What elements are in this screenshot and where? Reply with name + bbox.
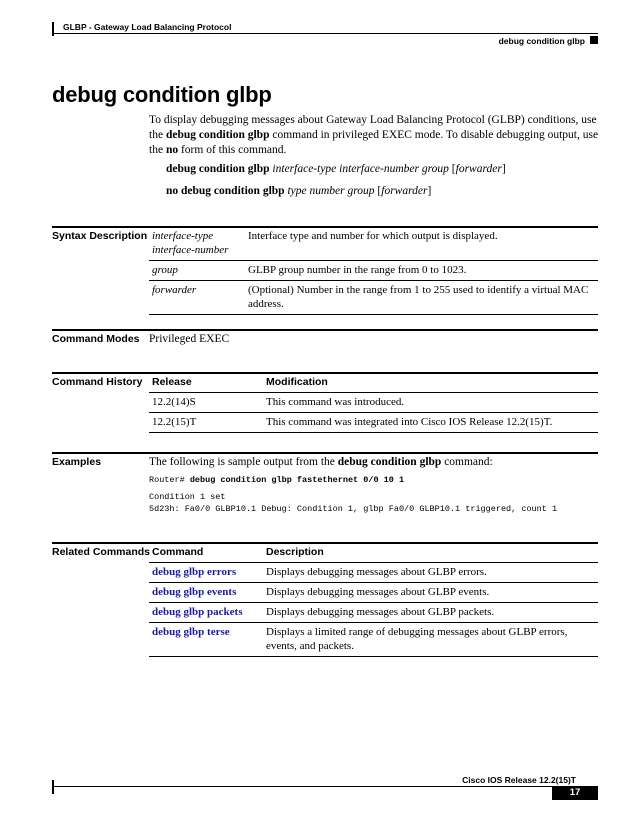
arg-description: Interface type and number for which output is displayed. <box>248 230 498 242</box>
syntax-optional: forwarder <box>455 163 502 175</box>
column-header-modification: Modification <box>266 376 328 388</box>
release-cell: 12.2(15)T <box>149 413 263 433</box>
command-modes-value: Privileged EXEC <box>149 333 230 345</box>
intro-text: form of this command. <box>178 144 287 156</box>
intro-no-keyword: no <box>165 144 179 156</box>
arg-description: GLBP group number in the range from 0 to 1023. <box>245 261 598 281</box>
arg-description: (Optional) Number in the range from 1 to 255 used to identify a virtual MAC address. <box>245 281 598 315</box>
related-commands-table <box>149 543 598 657</box>
table-row <box>149 227 598 261</box>
syntax-args: interface-type interface-number group <box>272 163 449 175</box>
examples-label: Examples <box>52 456 102 468</box>
intro-text: command in privileged EXEC mode. To disable debugging output, use the <box>149 129 599 156</box>
syntax-args: type number group <box>287 185 375 197</box>
examples-text: The following is sample output from the <box>149 456 338 468</box>
command-modes-label: Command Modes <box>52 333 140 345</box>
examples-text: command: <box>441 456 493 468</box>
footer-release: Cisco IOS Release 12.2(15)T <box>462 775 576 785</box>
table-row <box>149 583 598 603</box>
table-row <box>149 603 598 623</box>
related-commands-label: Related Commands <box>52 546 151 558</box>
table-row <box>149 393 598 413</box>
table-row <box>149 261 598 281</box>
table-row <box>149 623 598 657</box>
examples-command: debug condition glbp <box>337 456 442 468</box>
example-output-line: 5d23h: Fa0/0 GLBP10.1 Debug: Condition 1, glbp Fa0/0 GLBP10.1 triggered, count 1 <box>149 504 558 514</box>
modification-cell: This command was integrated into Cisco IOS Release 12.2(15)T. <box>263 413 598 433</box>
syntax-line-debug <box>166 163 506 175</box>
examples-intro <box>149 455 493 470</box>
command-history-table <box>149 373 598 433</box>
example-prompt-line <box>149 475 404 485</box>
table-row <box>149 281 598 315</box>
section-name: debug condition glbp <box>498 36 585 46</box>
syntax-description-label: Syntax Description <box>52 230 148 242</box>
table-row <box>149 563 598 583</box>
related-command-link[interactable]: debug glbp packets <box>152 606 243 618</box>
related-command-description: Displays debugging messages about GLBP errors. <box>263 563 598 583</box>
column-header-command: Command <box>152 546 204 558</box>
intro-command: debug condition glbp <box>165 129 270 141</box>
table-row <box>149 413 598 433</box>
syntax-line-no-debug <box>166 185 431 197</box>
router-prompt: Router# <box>149 475 190 485</box>
command-history-label: Command History <box>52 376 143 388</box>
arg-name: group <box>152 264 178 276</box>
page-number: 17 <box>552 786 598 800</box>
related-command-link[interactable]: debug glbp errors <box>152 566 237 578</box>
header-rule <box>52 33 598 34</box>
syntax-optional: forwarder <box>381 185 428 197</box>
syntax-bracket: [ <box>377 185 382 197</box>
page-title: debug condition glbp <box>52 82 272 107</box>
syntax-bracket: ] <box>501 163 506 175</box>
related-command-link[interactable]: debug glbp terse <box>152 626 230 638</box>
column-header-description: Description <box>266 546 324 558</box>
release-cell: 12.2(14)S <box>149 393 263 413</box>
chapter-title: GLBP - Gateway Load Balancing Protocol <box>63 22 232 32</box>
syntax-bracket: ] <box>427 185 432 197</box>
related-command-description: Displays a limited range of debugging messages about GLBP errors, events, and packets. <box>263 623 598 657</box>
section-rule <box>52 329 598 331</box>
related-command-description: Displays debugging messages about GLBP packets. <box>263 603 598 623</box>
arg-name: interface-type <box>152 230 214 242</box>
modification-cell: This command was introduced. <box>263 393 598 413</box>
header-marker <box>590 36 598 44</box>
related-command-description: Displays debugging messages about GLBP events. <box>263 583 598 603</box>
column-header-release: Release <box>152 376 192 388</box>
footer-rule <box>52 786 552 787</box>
arg-name: interface-number <box>152 244 229 256</box>
intro-text: To display debugging messages about Gateway Load Balancing Protocol (GLBP) conditions, use the <box>149 114 597 141</box>
related-command-link[interactable]: debug glbp events <box>152 586 237 598</box>
table-header-row <box>149 373 598 393</box>
intro-paragraph <box>149 113 599 158</box>
syntax-description-table <box>149 227 598 315</box>
syntax-command: debug condition glbp <box>166 163 270 175</box>
syntax-bracket: [ <box>451 163 456 175</box>
example-command: debug condition glbp fastethernet 0/0 10 1 <box>189 475 405 485</box>
table-header-row <box>149 543 598 563</box>
section-rule <box>52 452 598 454</box>
syntax-command: no debug condition glbp <box>166 185 285 197</box>
example-output-line: Condition 1 set <box>149 492 226 502</box>
arg-name: forwarder <box>152 284 197 296</box>
footer-bar <box>52 780 54 794</box>
